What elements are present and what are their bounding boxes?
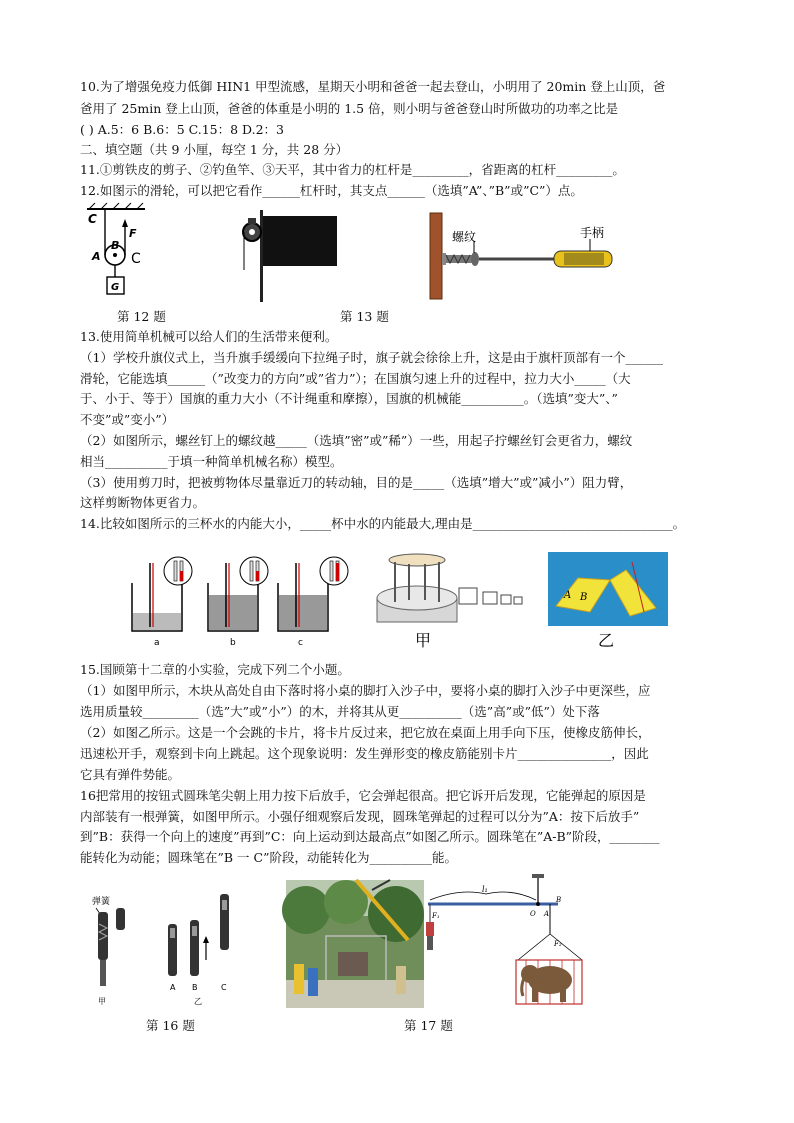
caption-fig16: 第 16 题 bbox=[146, 1018, 195, 1033]
q13-p1-line3: 于、小于、等于）国旗的重力大小（不计绳重和摩擦），国旗的机械能__________。（选填”变大”、” bbox=[80, 391, 618, 406]
caption-fig17: 第 17 题 bbox=[404, 1018, 453, 1033]
q10-line1: 10.为了增强免疫力低御 HIN1 甲型流感，星期天小明和爸爸一起去登山，小明用了 20min 登上山顶，爸 bbox=[80, 79, 666, 94]
beaker-a bbox=[132, 557, 192, 631]
q13-p3-line1: （3）使用剪刀时，把被剪物体尽量靠近刀的转动轴，目的是_____（选填”增大”或”减小”）阻力臂， bbox=[80, 475, 633, 490]
label-jia: 甲 bbox=[415, 631, 432, 650]
q13-p2-line2: 相当__________于填一种简单机械名称）模型。 bbox=[80, 454, 343, 469]
label-c-top: C bbox=[88, 212, 97, 226]
label-pen-a: A bbox=[170, 983, 176, 992]
label-spring: 弹簧 bbox=[92, 897, 111, 907]
pen-spring-figure bbox=[90, 880, 250, 1010]
label-c: C bbox=[131, 251, 141, 267]
label-a: A bbox=[92, 250, 101, 263]
label-handle: 手柄 bbox=[580, 226, 605, 240]
q16-line4: 能转化为动能；圆珠笔在”B 一 C”阶段，动能转化为__________能。 bbox=[80, 850, 457, 865]
q13-p2-line1: （2）如图所示，螺丝钉上的螺纹越_____（选填”密”或”稀”）一些，用起子拧螺丝钉会更省力，螺纹 bbox=[80, 433, 633, 448]
label-f1: F₁ bbox=[432, 912, 440, 920]
card-label-a: A bbox=[564, 590, 572, 601]
q14-text: 14.比较如图所示的三杯水的内能大小，_____杯中水的内能最大,理由是________________________________。 bbox=[80, 516, 686, 531]
label-beaker-a: a bbox=[154, 638, 160, 648]
label-pen-yi: 乙 bbox=[194, 997, 202, 1006]
q15-p2-line3: 它具有弹件势能。 bbox=[80, 767, 181, 782]
beaker-c bbox=[278, 557, 348, 631]
label-lever-a: A bbox=[544, 910, 550, 918]
jumping-card-figure bbox=[548, 550, 673, 650]
screwdriver-figure bbox=[430, 213, 630, 303]
label-lever-b: B bbox=[556, 896, 562, 904]
label-b: B bbox=[111, 239, 120, 252]
q12-text: 12.如图示的滑轮，可以把它看作______杠杆时，其支点______（选填”A”、”B”或”C”）点。 bbox=[80, 183, 583, 198]
q15-p2-line2: 迅速松开手，观察到卡向上跳起。这个现象说明：发生弹形变的橡皮筋能别卡片_______________，因此 bbox=[80, 746, 649, 761]
caption-fig13: 第 13 题 bbox=[340, 309, 389, 324]
q13-p1-line1: （1）学校升旗仪式上，当升旗手缓缓向下拉绳子时，旗子就会徐徐上升，这是由于旗杆顶部有一个______ bbox=[80, 350, 663, 365]
label-beaker-b: b bbox=[230, 638, 236, 648]
q15-p1-line1: （1）如图甲所示，木块从高处自由下落时将小桌的脚打入沙子中，要将小桌的脚打入沙子中更深些，应 bbox=[80, 683, 651, 698]
q13-p3-line2: 这样剪断物体更省力。 bbox=[80, 495, 206, 510]
section-title-fill-in: 二、填空题（共 9 小厘，每空 1 分，共 28 分） bbox=[80, 142, 349, 157]
q15-p2-line1: （2）如图乙所示。这是一个会跳的卡片，将卡片反过来，把它放在桌面上用手向下压，使橡皮筋伸长， bbox=[80, 725, 651, 740]
q11-text: 11.①剪铁皮的剪子、②钓鱼竿、③天平，其中省力的杠杆是_________，省距离的杠杆_________。 bbox=[80, 162, 625, 177]
q15-intro: 15.国顾第十二章的小实验，完成下列二个小题。 bbox=[80, 662, 350, 677]
q16-line3: 到”B：获得一个向上的速度”再到”C：向上运动到达最高点”如图乙所示。圆珠笔在”A-B”阶段，________ bbox=[80, 829, 660, 844]
caption-fig12: 第 12 题 bbox=[117, 309, 166, 324]
lever-elephant-diagram bbox=[426, 872, 576, 1007]
q13-intro: 13.使用简单机械可以给人们的生活带来便利。 bbox=[80, 329, 338, 344]
beaker-b bbox=[208, 557, 268, 631]
label-beaker-c: c bbox=[298, 638, 303, 648]
label-g: G bbox=[111, 282, 120, 293]
q10-line2: 爸用了 25min 登上山顶，爸爸的体重是小明的 1.5 倍，则小明与爸爸登山时所做功的功率之比是 bbox=[80, 101, 619, 116]
label-thread: 螺纹 bbox=[452, 230, 477, 244]
q13-p1-line2: 滑轮，它能选填______（”改变力的方向”或”省力”）；在国旗匀速上升的过程中，拉力大小_____（大 bbox=[80, 371, 631, 386]
q16-line1: 16把常用的按钮式圆珠笔尖朝上用力按下后放手，它会弹起很高。把它诉开后发现，它能弹起的原因是 bbox=[80, 788, 646, 803]
sand-table-figure bbox=[375, 550, 535, 650]
pulley-figure bbox=[85, 205, 165, 300]
label-l1: l₁ bbox=[482, 885, 488, 894]
label-pen-c: C bbox=[221, 983, 227, 992]
crane-photo bbox=[286, 880, 424, 1008]
label-pen-b: B bbox=[192, 983, 198, 992]
q10-options: ( ) A.5：6 B.6：5 C.15：8 D.2：3 bbox=[80, 122, 284, 137]
label-f: F bbox=[129, 227, 137, 240]
beakers-figure bbox=[130, 553, 370, 648]
flagpole-figure bbox=[230, 210, 340, 305]
label-f2: F₂ bbox=[554, 940, 562, 948]
q15-p1-line2: 选用质量较_________（选”大”或”小”）的木，并将其从更__________（选”高”或”低”）处下落 bbox=[80, 704, 600, 719]
q13-p1-line4: 不变”或”变小”） bbox=[80, 412, 175, 427]
label-pen-jia: 甲 bbox=[98, 997, 106, 1006]
label-o: O bbox=[530, 910, 536, 918]
q16-line2: 内部装有一根弹簧，如图甲所示。小强仔细观察后发现，圆珠笔弹起的过程可以分为”A：按下后放手” bbox=[80, 809, 640, 824]
label-yi: 乙 bbox=[598, 631, 615, 650]
card-label-b: B bbox=[580, 592, 588, 603]
